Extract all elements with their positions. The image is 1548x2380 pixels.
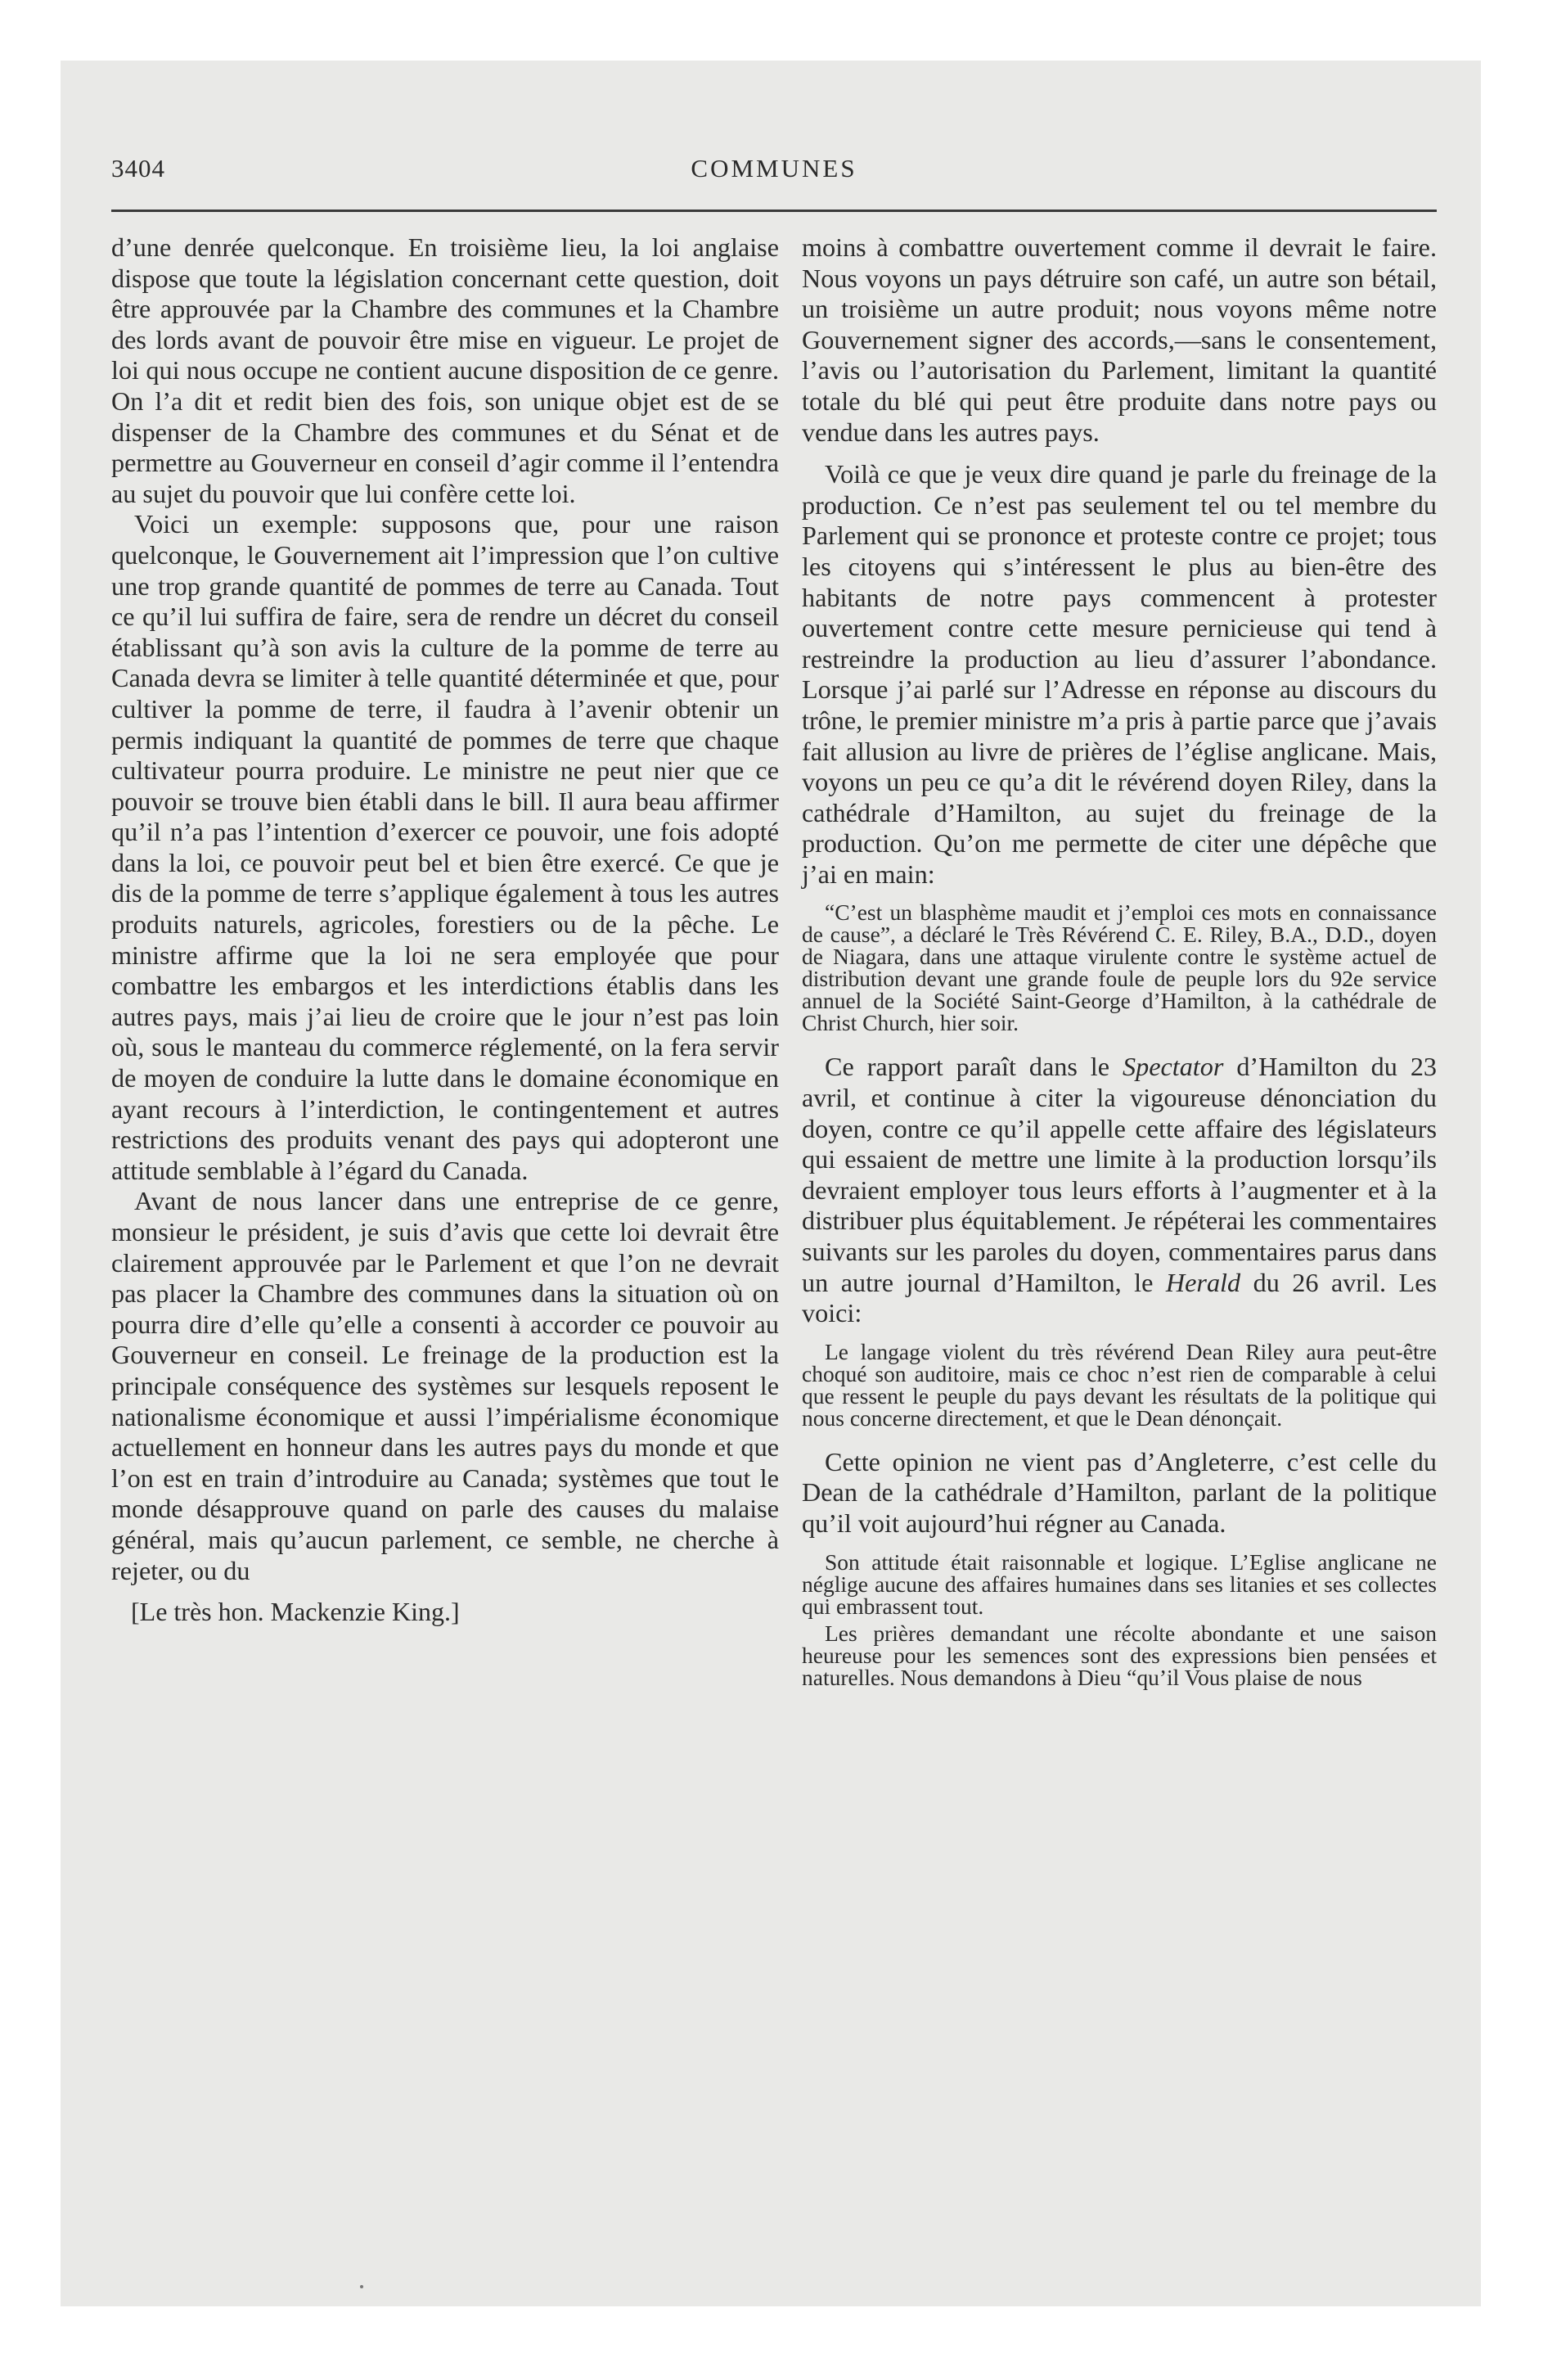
header-rule [111, 210, 1437, 212]
paragraph: d’une denrée quelconque. En troisième lieu, la loi anglaise dispose que toute la législation concernant cette question, doit être approuvée par la Chambre des communes et la Chambre des lords avant de pouvoir être mise en vigueur. Le projet de loi qui nous occupe ne contient aucune disposition de ce genre. On l’a dit et redit bien des fois, son unique objet est de se dispenser de la Chambre des communes et du Sénat et de permettre au Gouverneur en conseil d’agir comme il l’entendra au sujet du pouvoir que lui confère cette loi. [111, 232, 779, 508]
page-header [111, 154, 1437, 187]
paragraph: Ce rapport paraît dans le Spectator d’Hamilton du 23 avril, et continue à citer la vigoureuse dénonciation du doyen, contre ce qu’il appelle cette affaire des législateurs qui essaient de mettre une limite à la production lorsqu’ils devraient employer tous leurs efforts à l’augmenter et à la distribuer plus équitablement. Je répéterai les commentaires suivants sur les paroles du doyen, commentaires parus dans un autre journal d’Hamilton, le Herald du 26 avril. Les voici: [802, 1052, 1438, 1328]
newspaper-title: Spectator [1123, 1052, 1224, 1082]
speaker-attribution: [Le très hon. Mackenzie King.] [131, 1597, 460, 1627]
running-title: COMMUNES [691, 154, 857, 183]
paragraph: Voilà ce que je veux dire quand je parle du freinage de la production. Ce n’est pas seulement tel ou tel membre du Parlement qui se prononce et proteste contre ce projet; tous les citoyens qui s’intéressent le plus au bien-être des habitants de notre pays commencent à protester ouvertement contre cette mesure pernicieuse qui tend à restreindre la production au lieu d’assurer l’abondance. Lorsque j’ai parlé sur l’Adresse en réponse au discours du trône, le premier ministre m’a pris à partie parce que j’avais fait allusion au livre de prières de l’église anglicane. Mais, voyons un peu ce qu’a dit le révérend doyen Riley, dans la cathédrale d’Hamilton, au sujet du freinage de la production. Qu’on me permette de citer une dépêche que j’ai en main: [802, 459, 1437, 889]
paragraph: moins à combattre ouvertement comme il devrait le faire. Nous voyons un pays détruire son café, un autre son bétail, un troisième un autre produit; nous voyons même notre Gouvernement signer des accords,—sans le consentement, l’avis ou l’autorisation du Parlement, limitant la quantité totale du blé qui peut être produite dans notre pays ou vendue dans les autres pays. [802, 232, 1437, 447]
paragraph: Voici un exemple: supposons que, pour une raison quelconque, le Gouvernement ait l’impression que l’on cultive une trop grande quantité de pommes de terre au Canada. Tout ce qu’il lui suffira de faire, sera de rendre un décret du conseil établissant qu’à son avis la culture de la pomme de terre au Canada devra se limiter à telle quantité déterminée et que, pour cultiver la pomme de terre, il faudra à l’avenir obtenir un permis indiquant la quantité de pommes de terre que chaque cultivateur pourra produire. Le ministre ne peut nier que ce pouvoir se trouve bien établi dans le bill. Il aura beau affirmer qu’il n’a pas l’intention d’exercer ce pouvoir, une fois adopté dans la loi, ce pouvoir peut bel et bien être exercé. Ce que je dis de la pomme de terre s’applique également à tous les autres produits naturels, agricoles, forestiers ou de la pêche. Le ministre affirme que la loi ne sera employée que pour combattre les embargos et les interdictions établis dans les autres pays, mais j’ai lieu de croire que le jour n’est pas loin où, sous le manteau du commerce réglementé, on la fera servir de moyen de conduire la lutte dans le domaine économique en ayant recours à l’interdiction, le contingentement et autres restrictions des produits venant des pays qui adopteront une attitude semblable à l’égard du Canada. [111, 509, 779, 1185]
right-column [802, 232, 1437, 1688]
left-column [111, 232, 779, 1627]
block-quote: Les prières demandant une récolte abondante et une saison heureuse pour les semences sont des expressions bien pensées et naturelles. Nous demandons à Dieu “qu’il Vous plaise de nous [802, 1620, 1437, 1690]
scan-speck [360, 2285, 363, 2288]
block-quote: Le langage violent du très révérend Dean Riley aura peut-être choqué son auditoire, mais ce choc n’est rien de comparable à celui que ressent le peuple du pays devant les résultats de la politique qui nous concerne directement, et que le Dean dénonçait. [802, 1338, 1437, 1431]
newspaper-title: Herald [1165, 1267, 1241, 1297]
paragraph: Avant de nous lancer dans une entreprise de ce genre, monsieur le président, je suis d’avis que cette loi devrait être clairement approuvée par le Parlement et que l’on ne devrait pas placer la Chambre des communes dans la situation où on pourra dire d’elle qu’elle a consenti à accorder ce pouvoir au Gouverneur en conseil. Le freinage de la production est la principale conséquence des systèmes sur lesquels reposent le nationalisme économique et aussi l’impérialisme économique actuellement en honneur dans les autres pays du monde et que l’on est en train d’introduire au Canada; systèmes que tout le monde désapprouve quand on parle des causes du malaise général, mais qu’aucun parlement, ce semble, ne cherche à rejeter, ou du [111, 1186, 779, 1585]
block-quote: “C’est un blasphème maudit et j’emploi ces mots en connaissance de cause”, a déclaré le Très Révérend C. E. Riley, B.A., D.D., doyen de Niagara, dans une attaque virulente contre le système actuel de distribution devant une grande foule de peuple lors du 92e service annuel de la Société Saint-George d’Hamilton, à la cathédrale de Christ Church, hier soir. [802, 899, 1437, 1036]
block-quote: Son attitude était raisonnable et logique. L’Eglise anglicane ne néglige aucune des affaires humaines dans ses litanies et ses collectes qui embrassent tout. [802, 1548, 1437, 1619]
paragraph: Cette opinion ne vient pas d’Angleterre, c’est celle du Dean de la cathédrale d’Hamilton, parlant de la politique qu’il voit aujourd’hui régner au Canada. [802, 1446, 1437, 1538]
page-number: 3404 [111, 154, 165, 183]
